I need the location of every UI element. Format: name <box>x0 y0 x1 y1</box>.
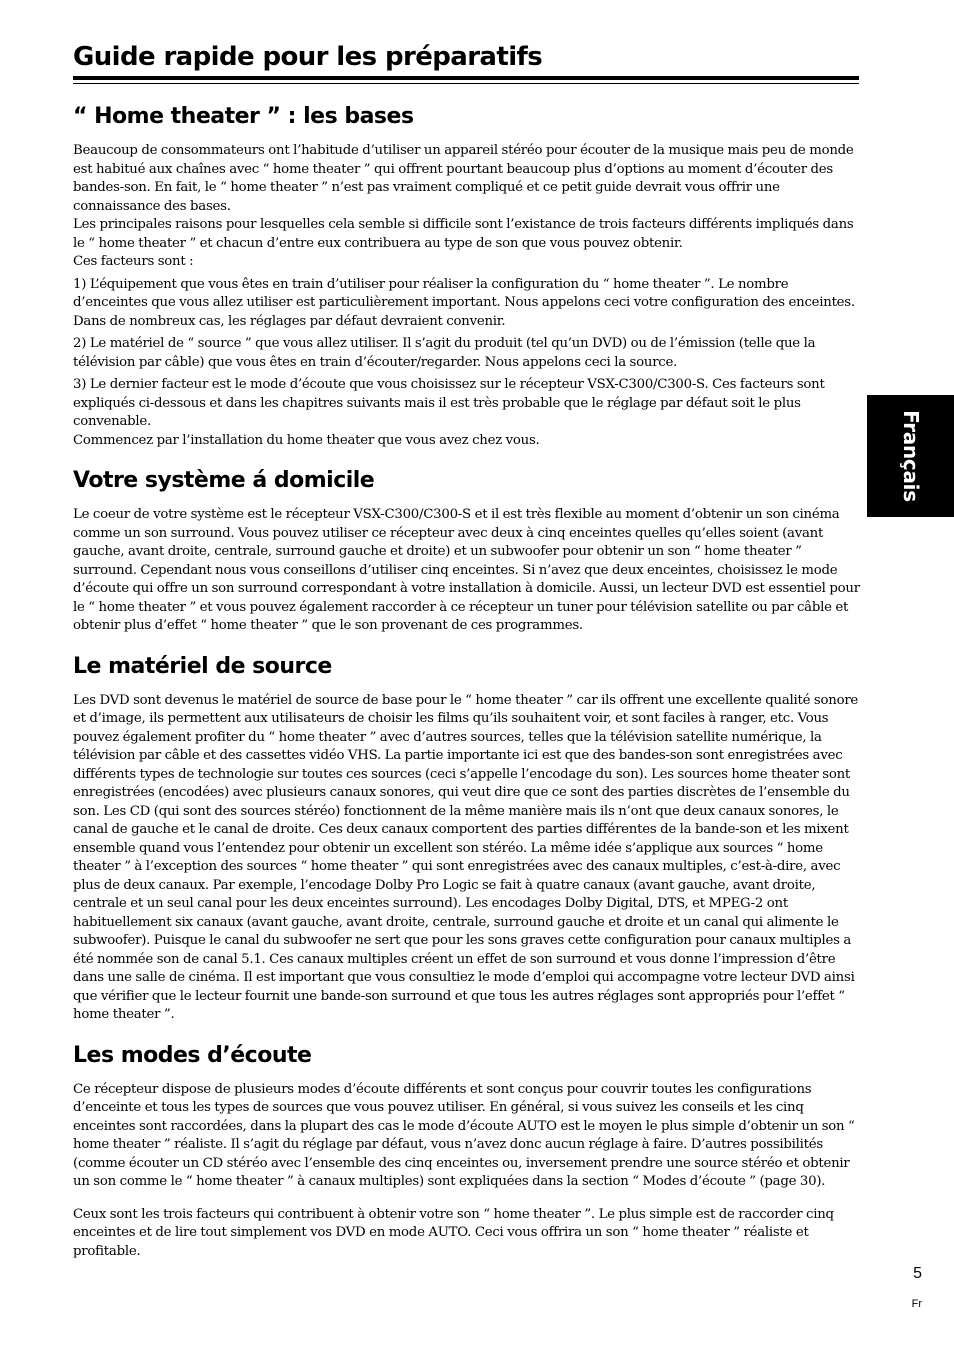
section-home-theater-basics <box>73 100 863 450</box>
paragraph: Les principales raisons pour lesquelles cela semble si difficile sont l’existance de trois facteurs différents impliqués dans le “ home theater ” et chacun d’entre eux contribuera au type de son que vous pouvez obtenir. <box>73 217 854 251</box>
title-rule-thin <box>73 83 859 84</box>
paragraph: Beaucoup de consommateurs ont l’habitude d’utiliser un appareil stéréo pour écouter de la musique mais peu de monde est habitué aux chaînes avec “ home theater ” qui offrent pourtant beaucoup plus d’options au moment d’écouter des bandes-son. En fait, le “ home theater ” n’est pas vraiment compliqué et ce petit guide devrait vous offrir une connaissance des bases. <box>73 143 854 214</box>
paragraph: Commencez par l’installation du home theater que vous avez chez vous. <box>73 432 540 448</box>
page-title: Guide rapide pour les préparatifs <box>73 42 543 72</box>
paragraph: Ce récepteur dispose de plusieurs modes d’écoute différents et sont conçus pour couvrir toutes les configurations d’enceinte et tous les types de sources que vous pouvez utiliser. En général, si vous suivez les conseils et les cinq enceintes sont raccordées, dans la plupart des cas le mode d’écoute AUTO est le moyen le plus simple d’obtenir un son “ home theater ” réaliste. Il s’agit du réglage par défaut, vous n’avez donc aucun réglage à faire. D’autres possibilités (comme écouter un CD stéréo avec l’ensemble des cinq enceintes ou, inversement prendre une source stéréo et obtenir un son comme le “ home theater ” à canaux multiples) sont expliquées dans la section “ Modes d’écoute ” (page 30). <box>73 1081 855 1189</box>
paragraph: Les DVD sont devenus le matériel de source de base pour le “ home theater ” car ils offrent une excellente qualité sonore et d’image, ils permettent aux utilisateurs de choisir les films qu’ils souhaitent voir, et sont faciles à ranger, etc. Vous pouvez également profiter du “ home theater ” avec d’autres sources, telles que la télévision satellite numérique, la télévision par câble et des cassettes vidéo VHS. La partie importante ici est que des bandes-son sont enregistrées avec différents types de technologie sur toutes ces sources (ceci s’appelle l’encodage du son). Les sources home theater sont enregistrées (encodées) avec plusieurs canaux sonores, qui veut dire que ce sont des parties discrètes de l’ensemble du son. Les CD (qui sont des sources stéréo) fonctionnent de la même manière mais ils n’ont que deux canaux sonores, le canal de gauche et le canal de droite. Ces deux canaux comportent des parties différentes de la bande-son et les mixent ensemble quand vous l’entendez pour obtenir un excellent son stéréo. La même idée s’applique aux sources “ home theater ” à l’exception des sources “ home theater ” qui sont enregistrées avec des canaux multiples, c’est-à-dire, avec plus de deux canaux. Par exemple, l’encodage Dolby Pro Logic se fait à quatre canaux (avant gauche, avant droite, centrale et un seul canal pour les deux enceintes surround). Les encodages Dolby Digital, DTS, et MPEG-2 ont habituellement six canaux (avant gauche, avant droite, centrale, surround gauche et droite et un canal qui alimente le subwoofer). Puisque le canal du subwoofer ne sert que pour les sons graves cette configuration pour canaux multiples a été nommée son de canal 5.1. Ces canaux multiples créent un effet de son surround et vous donne l’impression d’être dans une salle de cinéma. Il est important que vous consultiez le mode d’emploi qui accompagne votre lecteur DVD ainsi que vérifier que le lecteur fournit une bande-son surround et que tous les autres réglages sont appropriés pour l’effet “ home theater ”. <box>73 692 859 1022</box>
list-item: 3) Le dernier facteur est le mode d’écoute que vous choisissez sur le récepteur VSX-C300/C300-S. Ces facteurs sont expliqués ci-dessous et dans les chapitres suivants mais il est très probable que le réglage par défaut soit le plus convenable. <box>73 377 825 429</box>
section-heading: “ Home theater ” : les bases <box>73 104 414 129</box>
title-rule-thick <box>73 76 859 80</box>
paragraph: Ces facteurs sont : <box>73 254 194 269</box>
section-heading: Les modes d’écoute <box>73 1042 312 1068</box>
paragraph: Ceux sont les trois facteurs qui contribuent à obtenir votre son “ home theater ”. Le plus simple est de raccorder cinq enceintes et de lire tout simplement vos DVD en mode AUTO. Ceci vous offrira un son “ home theater ” réaliste et profitable. <box>73 1206 834 1259</box>
language-tab <box>867 395 954 517</box>
page-language-code: Fr <box>911 1298 922 1310</box>
list-item: 2) Le matériel de “ source ” que vous allez utiliser. Il s’agit du produit (tel qu’un DVD) ou de l’émission (telle que la télévision par câble) que vous êtes en train d’écouter/regarder. Nous appelons ceci la source. <box>73 336 816 370</box>
language-tab-label: Français <box>898 410 923 502</box>
paragraph: Le coeur de votre système est le récepteur VSX-C300/C300-S et il est très flexible au moment d’obtenir un son cinéma comme un son surround. Vous pouvez utiliser ce récepteur avec deux à cinq enceintes quelles qu’elles soient (avant gauche, avant droite, centrale, surround gauche et droite) et un subwoofer pour obtenir un son “ home theater ” surround. Cependant nous vous conseillons d’utiliser cinq enceintes. Si n’avez que deux enceintes, choisissez le mode d’écoute qui offre un son surround correspondant à votre installation à domicile. Aussi, un lecteur DVD est essentiel pour le “ home theater ” et vous pouvez également raccorder à ce récepteur un tuner pour télévision satellite ou par câble et obtenir plus d’effet “ home theater ” que le son provenant de ces programmes. <box>73 507 860 633</box>
section-heading: Votre système á domicile <box>73 468 375 493</box>
section-home-system <box>73 464 863 636</box>
list-item: 1) L’équipement que vous êtes en train d’utiliser pour réaliser la configuration du “ home theater ”. Le nombre d’enceintes que vous allez utiliser est particulièrement important. Nous appelons ceci votre configuration des enceintes. Dans de nombreux cas, les réglages par défaut devraient convenir. <box>73 276 855 329</box>
section-listening-modes <box>73 1039 863 1262</box>
section-source-material <box>73 650 863 1025</box>
page-number: 5 <box>913 1265 922 1282</box>
content-column <box>73 100 863 1261</box>
section-heading: Le matériel de source <box>73 653 332 679</box>
